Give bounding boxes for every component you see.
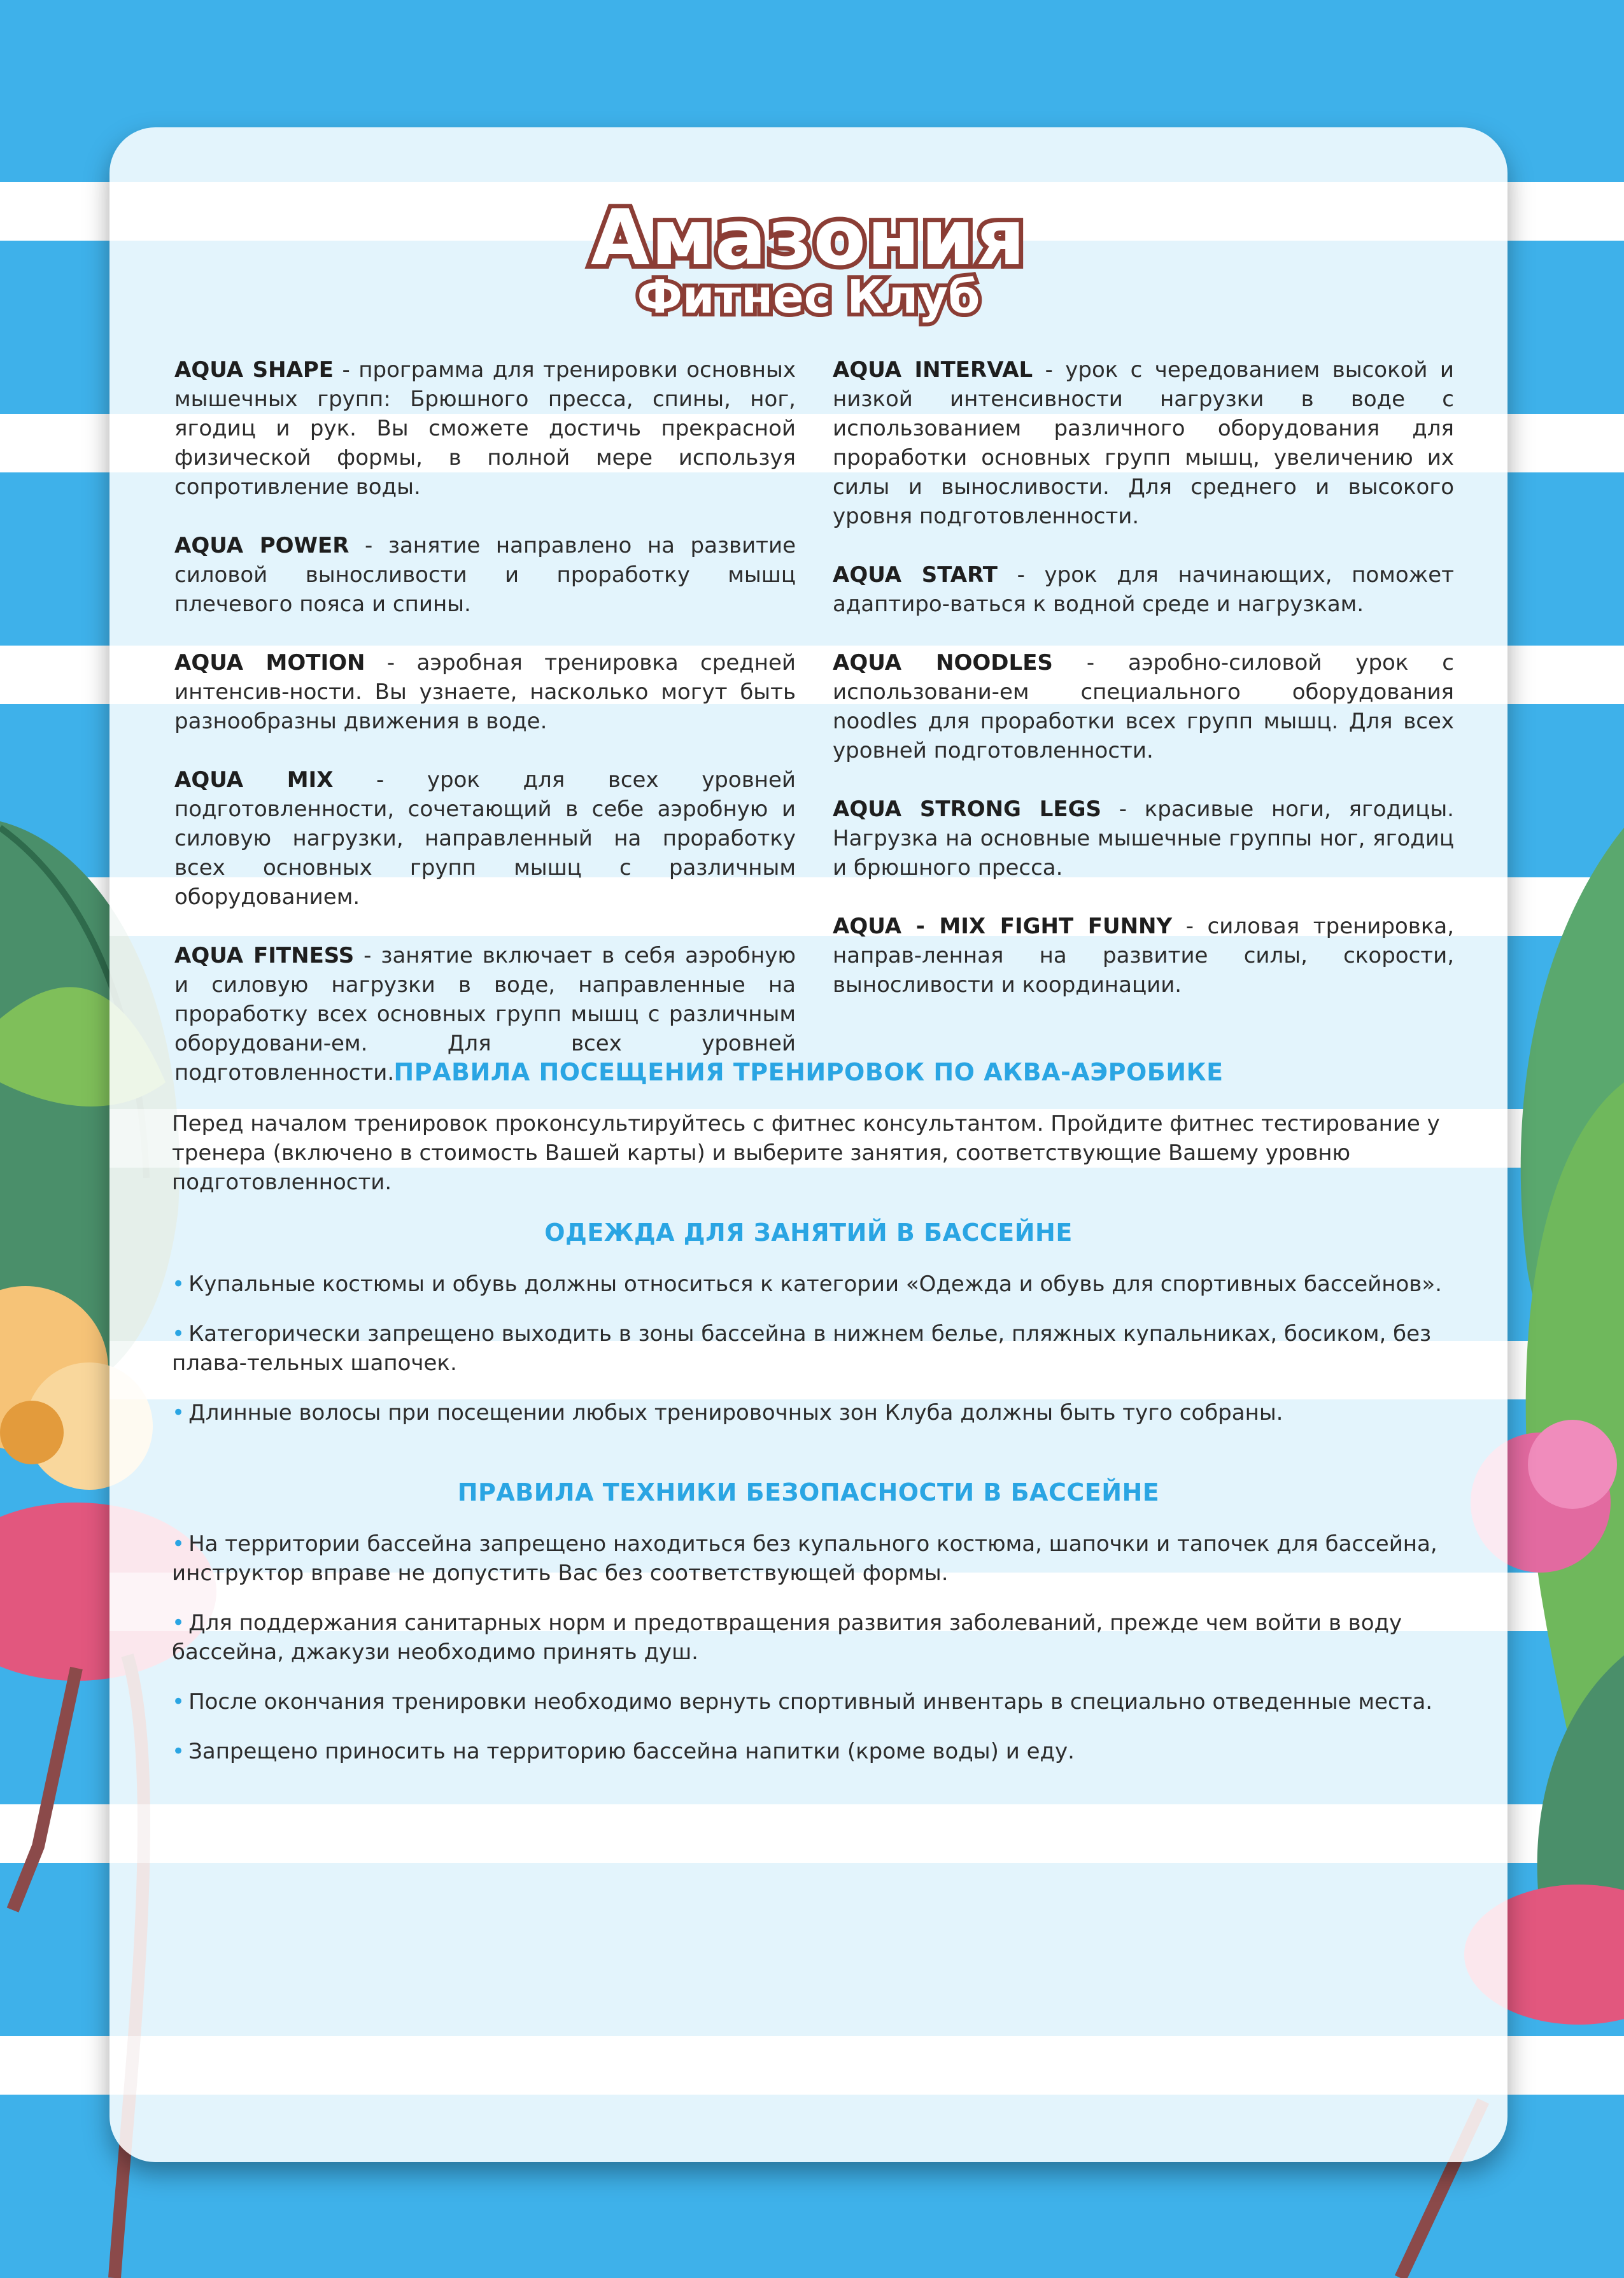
logo-subtitle: Фитнес Клуб [637,270,980,323]
program-description [174,765,796,912]
program-description [174,531,796,619]
programs-right-column [833,355,1454,1029]
list-item [172,1687,1451,1716]
program-description [833,648,1454,765]
clothing-title: ОДЕЖДА ДЛЯ ЗАНЯТИЙ В БАССЕЙНЕ [544,1219,1073,1247]
program-description [833,560,1454,619]
rules-title: ПРАВИЛА ПОСЕЩЕНИЯ ТРЕНИРОВОК ПО АКВА-АЭРОБИКЕ [393,1058,1224,1086]
rules-text: Перед началом тренировок проконсультируйтесь с фитнес консультантом. Пройдите фитнес тестирование у тренера (включено в стоимость Вашей карты) и выберите занятия, соответствующие Вашему уровню подготовленности. [172,1111,1440,1195]
program-text: - силовая тренировка, направ-ленная на развитие силы, скорости, выносливости и координации. [833,914,1455,998]
card-stripe [109,2036,1507,2095]
program-name: AQUA SHAPE [174,357,334,383]
program-name: AQUA START [833,562,998,588]
club-logo [109,194,1507,323]
bullet-icon: • [172,1531,185,1557]
list-item [172,1737,1451,1766]
program-name: AQUA STRONG LEGS [833,796,1101,822]
list-item-text: Для поддержания санитарных норм и предотвращения развития заболеваний, прежде чем войти в воду бассейна, джакузи необходимо принять душ. [172,1610,1402,1665]
bullet-icon: • [172,1610,185,1636]
list-item [172,1608,1451,1667]
safety-title: ПРАВИЛА ТЕХНИКИ БЕЗОПАСНОСТИ В БАССЕЙНЕ [457,1478,1160,1506]
list-item-text: Купальные костюмы и обувь должны относиться к категории «Одежда и обувь для спортивных бассейнов». [188,1271,1442,1297]
safety-list [172,1529,1451,1786]
content-card [109,127,1507,2162]
program-name: AQUA MOTION [174,650,365,676]
program-text: - урок для всех уровней подготовленности, сочетающий в себе аэробную и силовую нагрузки, направленный на проработку всех основных групп мышц с различным оборудованием. [174,767,796,910]
program-description [833,912,1454,1000]
program-text: - урок для начинающих, поможет адаптиро-ваться к водной среде и нагрузкам. [833,562,1454,617]
bullet-icon: • [172,1321,185,1347]
list-item-text: Категорически запрещено выходить в зоны бассейна в нижнем белье, пляжных купальниках, босиком, без плава-тельных шапочек. [172,1321,1432,1376]
right-leaf-icon [1521,828,1624,2006]
program-name: AQUA NOODLES [833,650,1053,676]
program-text: - аэробная тренировка средней интенсив-ности. Вы узнаете, насколько могут быть разнообразны движения в воде. [174,650,796,734]
list-item-text: После окончания тренировки необходимо вернуть спортивный инвентарь в специально отведенные места. [188,1689,1433,1715]
program-description [174,355,796,502]
program-text: - занятие направлено на развитие силовой выносливости и проработку мышц плечевого пояса и спины. [174,533,796,617]
list-item-text: Запрещено приносить на территорию бассейна напитки (кроме воды) и еду. [188,1739,1075,1764]
clothing-list [172,1270,1451,1448]
list-item [172,1529,1451,1588]
programs-left-column [174,355,796,1117]
program-name: AQUA POWER [174,533,350,558]
program-text: - красивые ноги, ягодицы. Нагрузка на основные мышечные группы ног, ягодиц и брюшного пресса. [833,796,1454,881]
bullet-icon: • [172,1271,185,1297]
program-description [833,355,1454,531]
program-description [174,648,796,736]
program-description [833,795,1454,882]
bullet-icon: • [172,1400,185,1426]
logo-title: Амазония [590,194,1027,283]
program-name: AQUA INTERVAL [833,357,1033,383]
program-text: - занятие включает в себя аэробную и силовую нагрузки в воде, направленные на проработку всех основных групп мышц с различным оборудовани-ем. Для всех уровней подготовленности. [174,943,796,1086]
program-name: AQUA - MIX FIGHT FUNNY [833,914,1173,939]
program-text: - урок с чередованием высокой и низкой интенсивности нагрузки в воде с использованием различного оборудования для проработки основных групп мышц, увеличению их силы и выносливости. Для среднего и высокого уровня подготовленности. [833,357,1454,529]
list-item [172,1398,1451,1427]
list-item-text: На территории бассейна запрещено находиться без купального костюма, шапочки и тапочек для бассейна, инструктор вправе не допустить Вас без соответствующей формы. [172,1531,1437,1586]
program-name: AQUA MIX [174,767,334,793]
program-text: - аэробно-силовой урок с использовани-ем специального оборудования noodles для проработки всех групп мышц. Для всех уровней подготовленности. [833,650,1454,763]
bullet-icon: • [172,1739,185,1764]
list-item-text: Длинные волосы при посещении любых тренировочных зон Клуба должны быть туго собраны. [188,1400,1283,1426]
list-item [172,1319,1451,1378]
card-stripe [109,1804,1507,1863]
program-text: - программа для тренировки основных мышечных групп: Брюшного пресса, спины, ног, ягодиц и рук. Вы сможете достичь прекрасной физической формы, в полной мере используя сопротивление воды. [174,357,796,500]
bullet-icon: • [172,1689,185,1715]
program-name: AQUA FITNESS [174,943,355,968]
list-item [172,1270,1451,1299]
